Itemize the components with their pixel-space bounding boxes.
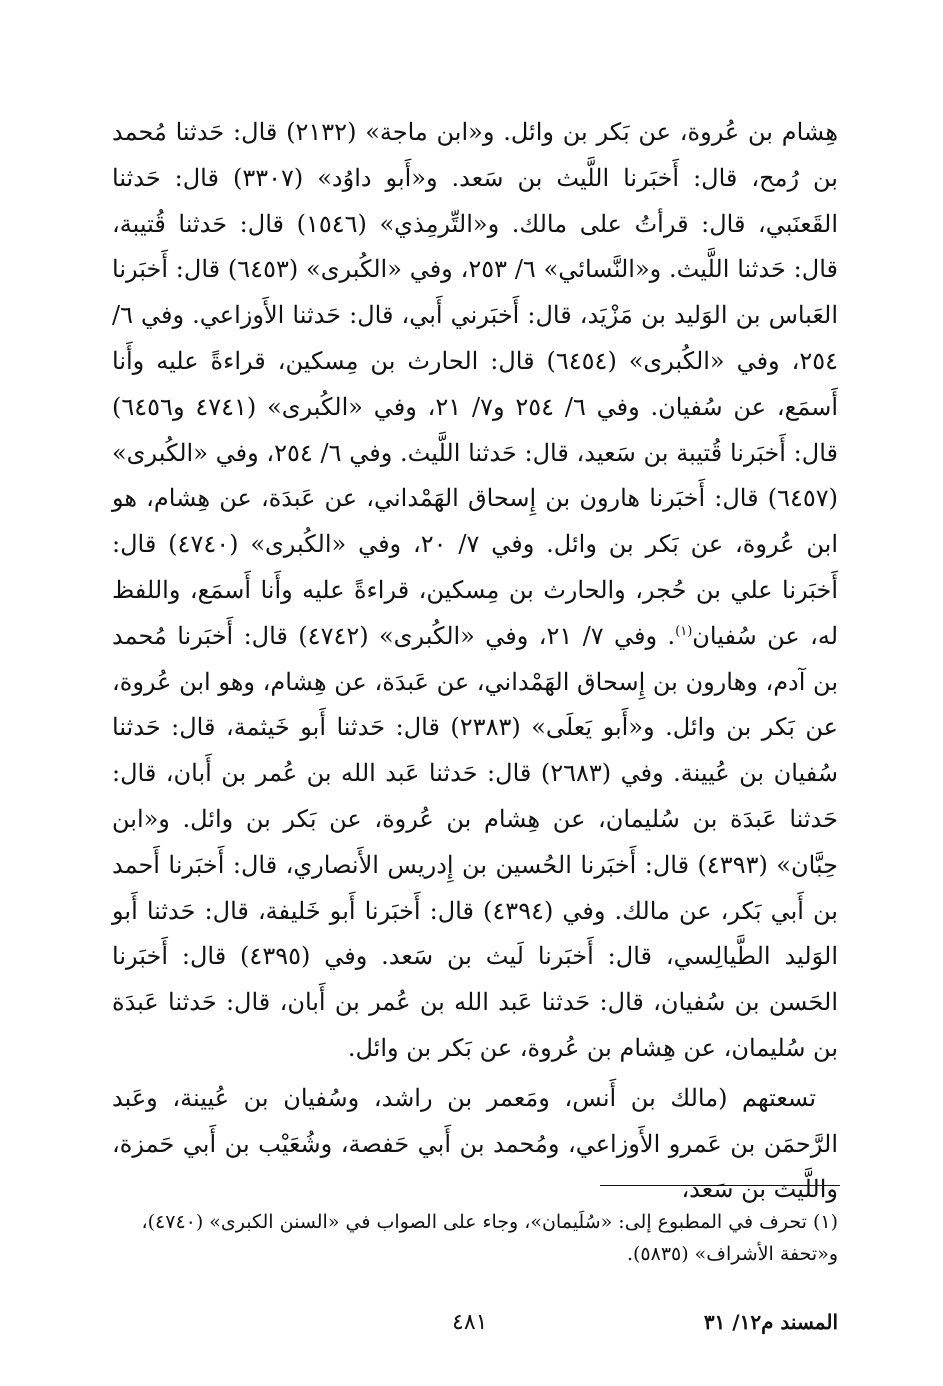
paragraph-1 [112,110,838,1072]
main-text-body [112,110,838,1213]
paragraph-2: تسعتهم (مالك بن أَنس، ومَعمر بن راشد، وسُفيان بن عُيينة، وعَبد الرَّحمَن بن عَمرو الأَوزاعي، ومُحمد بن أَبي حَفصة، وشُعَيْب بن أَبي حَمزة، واللَّيث بن سَعد، [112,1083,838,1204]
signature-mark: المسند م١٢/ ٣١ [703,1310,838,1334]
page-footer [112,1310,838,1340]
paragraph-1-continuation: . وفي ٧/ ٢١، وفي «الكُبرى» (٤٧٤٢) قال: أَخبَرنا مُحمد بن آدم، وهارون بن إِسحاق الهَمْداني، عن عَبدَة، عن هِشام، وهو ابن عُروة، عن بَكر بن وائل. و«أَبو يَعلَى» (٢٣٨٣) قال: حَدثنا أَبو خَيثمة، قال: حَدثنا سُفيان بن عُيينة. وفي (٢٦٨٣) قال: حَدثنا عَبد الله بن عُمر بن أَبان، قال: حَدثنا عَبدَة بن سُليمان، عن هِشام بن عُروة، عن بَكر بن وائل. و«ابن حِبَّان» (٤٣٩٣) قال: أَخبَرنا الحُسين بن إِدريس الأَنصاري، قال: أَخبَرنا أَحمد بن أَبي بَكر، عن مالك. وفي (٤٣٩٤) قال: أَخبَرنا أَبو خَليفة، قال: حَدثنا أَبو الوَليد الطَّيالِسي، قال: أَخبَرنا لَيث بن سَعد. وفي (٤٣٩٥) قال: أَخبَرنا الحَسن بن سُفيان، قال: حَدثنا عَبد الله بن عُمر بن أَبان، قال: حَدثنا عَبدَة بن سُليمان، عن هِشام بن عُروة، عن بَكر بن وائل. [112,621,838,1062]
footnote: (١) تحرف في المطبوع إلى: «سُلَيمان»، وجاء على الصواب في «السنن الكبرى» (٤٧٤٠)، و«تحفة الأشراف» (٥٨٣٥). [141,1211,838,1265]
footnote-marker: (١) [675,623,693,639]
footnote-divider [600,1185,840,1186]
paragraph-1-text: هِشام بن عُروة، عن بَكر بن وائل. و«ابن ماجة» (٢١٣٢) قال: حَدثنا مُحمد بن رُمح، قال: أَخبَرنا اللَّيث بن سَعد. و«أَبو داوُد» (٣٣٠٧) قال: حَدثنا القَعنَبي، قال: قرأتُ على مالك. و«التِّرمِذي» (١٥٤٦) قال: حَدثنا قُتيبة، قال: حَدثنا اللَّيث. و«النَّسائي» ٦/ ٢٥٣، وفي «الكُبرى» (٦٤٥٣) قال: أَخبَرنا العَباس بن الوَليد بن مَزْيَد، قال: أَخبَرني أَبي، قال: حَدثنا الأَوزاعي. وفي ٦/ ٢٥٤، وفي «الكُبرى» (٦٤٥٤) قال: الحارث بن مِسكين، قراءةً عليه وأَنا أَسمَع، عن سُفيان. وفي ٦/ ٢٥٤ و٧/ ٢١، وفي «الكُبرى» (٤٧٤١ و٦٤٥٦) قال: أَخبَرنا قُتيبة بن سَعيد، قال: حَدثنا اللَّيث. وفي ٦/ ٢٥٤، وفي «الكُبرى» (٦٤٥٧) قال: أَخبَرنا هارون بن إِسحاق الهَمْداني، عن عَبدَة، عن هِشام، هو ابن عُروة، عن بَكر بن وائل. وفي ٧/ ٢٠، وفي «الكُبرى» (٤٧٤٠) قال: أَخبَرنا علي بن حُجر، والحارث بن مِسكين، قراءةً عليه وأَنا أَسمَع، واللفظ له، عن سُفيان [112,118,839,650]
page-number: ٤٨١ [452,1310,488,1335]
